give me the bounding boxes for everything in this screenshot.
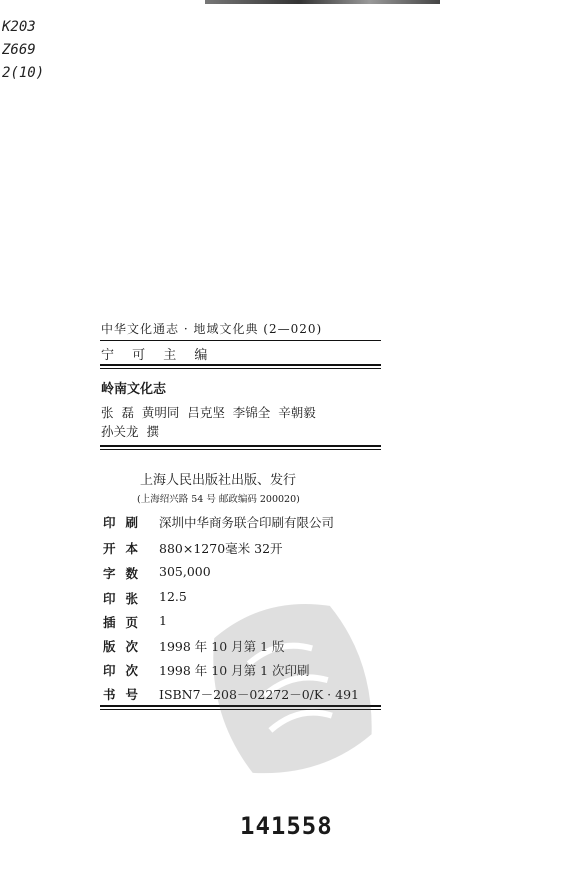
spec-row-sheets <box>103 589 187 607</box>
publisher-name: 上海人民出版社出版、发行 <box>140 473 297 488</box>
authors-line-1: 张 磊 黄明同 吕克坚 李锦全 辛朝毅 <box>101 405 316 420</box>
handwritten-call-number-1: K203 <box>2 19 36 35</box>
spec-row-printer <box>103 513 334 531</box>
spec-value: 880×1270毫米 32开 <box>159 541 283 556</box>
spec-value: 深圳中华商务联合印刷有限公司 <box>159 515 335 530</box>
publisher-address: (上海绍兴路 54 号 邮政编码 200020) <box>137 494 300 505</box>
book-title: 岭南文化志 <box>101 382 167 397</box>
spec-value: 1 <box>159 613 167 628</box>
scan-edge-mark <box>205 0 440 4</box>
divider <box>100 709 381 710</box>
spec-row-format <box>103 539 283 557</box>
divider <box>100 364 381 366</box>
spec-row-edition <box>103 637 285 655</box>
spec-row-word-count <box>103 564 211 582</box>
chief-editor: 宁 可 主 编 <box>101 348 215 363</box>
spec-value: 12.5 <box>159 589 187 604</box>
divider <box>100 445 381 447</box>
divider <box>100 449 381 450</box>
spec-value: 1998 年 10 月第 1 版 <box>159 639 285 654</box>
spec-label: 插页 <box>103 615 149 630</box>
spec-label: 印张 <box>103 591 149 606</box>
divider <box>100 368 381 369</box>
spec-row-plates <box>103 613 167 631</box>
spec-row-isbn <box>103 685 359 703</box>
spec-value: ISBN7－208－02272－0/K · 491 <box>159 687 359 702</box>
handwritten-call-number-3: 2(10) <box>2 65 45 81</box>
spec-value: 1998 年 10 月第 1 次印刷 <box>159 663 310 678</box>
accession-number: 141558 <box>240 812 333 840</box>
spec-label: 印刷 <box>103 515 149 530</box>
spec-value: 305,000 <box>159 564 211 579</box>
divider <box>100 340 381 341</box>
spec-label: 开本 <box>103 541 149 556</box>
authors-line-2: 孙关龙 撰 <box>101 424 159 439</box>
spec-label: 版次 <box>103 639 149 654</box>
divider <box>100 705 381 707</box>
series-title: 中华文化通志 · 地域文化典 (2—020) <box>101 322 323 336</box>
spec-label: 书号 <box>103 687 149 702</box>
spec-label: 字数 <box>103 566 149 581</box>
spec-label: 印次 <box>103 663 149 678</box>
handwritten-call-number-2: Z669 <box>2 42 36 58</box>
spec-row-printing <box>103 661 310 679</box>
